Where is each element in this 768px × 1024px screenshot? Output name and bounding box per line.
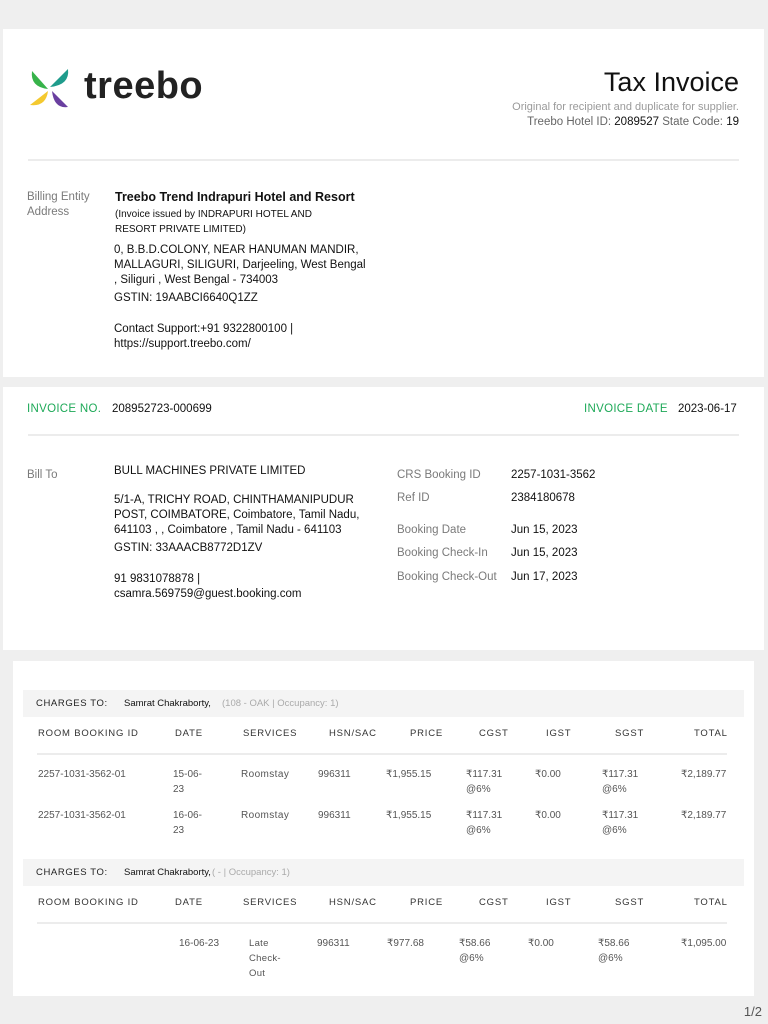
page-number: 1/2 [743, 1004, 762, 1019]
brand-name: treebo [84, 65, 204, 107]
col-services: SERVICES [243, 897, 298, 908]
col-hsn-sac: HSN/SAC [329, 897, 377, 908]
charges-to-bar [23, 859, 744, 886]
billing-address [114, 243, 366, 288]
bill-to-contact [114, 572, 301, 602]
col-igst: IGST [546, 728, 572, 739]
billing-gstin: GSTIN: 19AABCI6640Q1ZZ [114, 292, 258, 304]
row-sgst [602, 767, 638, 797]
charges-to-label: CHARGES TO: [36, 867, 108, 878]
row-date-line1: 16-06- [173, 810, 202, 821]
row-sgst [598, 936, 629, 966]
treebo-leaf-icon [28, 67, 72, 111]
billing-address-line1: 0, B.B.D.COLONY, NEAR HANUMAN MANDIR, [114, 244, 359, 256]
col-services: SERVICES [243, 728, 298, 739]
bill-to-address-line1: 5/1-A, TRICHY ROAD, CHINTHAMANIPUDUR [114, 494, 354, 506]
billing-label-line2: Address [27, 206, 70, 218]
col-sgst: SGST [615, 728, 645, 739]
row-igst: ₹0.00 [535, 810, 561, 821]
bill-to-email: csamra.569759@guest.booking.com [114, 588, 302, 600]
row-service: Roomstay [241, 769, 290, 780]
row-price: ₹1,955.15 [386, 810, 432, 821]
charges-card [13, 661, 754, 996]
row-igst: ₹0.00 [535, 769, 561, 780]
col-cgst: CGST [479, 897, 509, 908]
header-divider [37, 753, 727, 755]
check-in-value: Jun 15, 2023 [511, 547, 578, 559]
divider [28, 434, 739, 436]
billing-entity-label [27, 190, 90, 220]
row-hsn: 996311 [317, 938, 350, 949]
bill-to-phone: 91 9831078878 | [114, 573, 201, 585]
support-url[interactable]: https://support.treebo.com/ [114, 338, 251, 350]
col-sgst: SGST [615, 897, 645, 908]
billing-entity-name: Treebo Trend Indrapuri Hotel and Resort [115, 190, 355, 204]
col-room-booking-id: ROOM BOOKING ID [38, 728, 139, 739]
crs-booking-id-label: CRS Booking ID [397, 469, 481, 481]
row-igst: ₹0.00 [528, 938, 554, 949]
col-igst: IGST [546, 897, 572, 908]
issued-line2: RESORT PRIVATE LIMITED) [115, 224, 246, 235]
billing-address-line3: , Siliguri , West Bengal - 734003 [114, 274, 279, 286]
col-total: TOTAL [694, 728, 728, 739]
page-title: Tax Invoice [603, 67, 739, 97]
invoice-card [3, 387, 764, 650]
guest-name: Samrat Chakraborty, [124, 867, 211, 878]
header-divider [37, 922, 727, 924]
billing-issued-by [115, 207, 345, 237]
room-occupancy: ( - | Occupancy: 1) [212, 867, 290, 878]
row-date-line2: 23 [173, 784, 185, 795]
row-sgst-amount: ₹117.31 [602, 769, 639, 780]
row-service-line3: Out [249, 968, 266, 979]
support-phone: Contact Support:+91 9322800100 | [114, 323, 294, 335]
row-cgst [466, 767, 502, 797]
invoice-subtitle: Original for recipient and duplicate for supplier. [512, 101, 739, 113]
col-room-booking-id: ROOM BOOKING ID [38, 897, 139, 908]
row-total: ₹2,189.77 [681, 769, 727, 780]
check-out-label: Booking Check-Out [397, 571, 497, 583]
treebo-logo [28, 67, 208, 111]
hotel-id-line [527, 116, 739, 128]
row-booking-id: 2257-1031-3562-01 [38, 810, 126, 821]
hotel-id-label: Treebo Hotel ID: [527, 116, 612, 128]
row-cgst-amount: ₹58.66 [459, 938, 491, 949]
col-date: DATE [175, 728, 203, 739]
invoice-date-value: 2023-06-17 [678, 403, 737, 415]
row-sgst-rate: @6% [602, 825, 627, 836]
invoice-no-value: 208952723-000699 [112, 403, 212, 415]
row-total: ₹1,095.00 [681, 938, 727, 949]
billing-label-line1: Billing Entity [27, 191, 90, 203]
ref-id-label: Ref ID [397, 492, 430, 504]
room-occupancy: (108 - OAK | Occupancy: 1) [222, 698, 339, 709]
bill-to-gstin: GSTIN: 33AAACB8772D1ZV [114, 542, 263, 554]
billing-address-line2: MALLAGURI, SILIGURI, Darjeeling, West Bengal [114, 259, 366, 271]
invoice-date-label: INVOICE DATE [584, 403, 668, 415]
crs-booking-id-value: 2257-1031-3562 [511, 469, 596, 481]
col-price: PRICE [410, 728, 444, 739]
row-date [173, 808, 202, 838]
col-cgst: CGST [479, 728, 509, 739]
booking-date-value: Jun 15, 2023 [511, 524, 578, 536]
charges-to-bar [23, 690, 744, 717]
row-cgst [459, 936, 490, 966]
guest-name: Samrat Chakraborty, [124, 698, 211, 709]
charges-to-label: CHARGES TO: [36, 698, 108, 709]
bill-to-label: Bill To [27, 469, 58, 481]
check-out-value: Jun 17, 2023 [511, 571, 578, 583]
row-booking-id: 2257-1031-3562-01 [38, 769, 126, 780]
row-hsn: 996311 [318, 810, 351, 821]
row-sgst-amount: ₹117.31 [602, 810, 639, 821]
row-service [249, 936, 281, 981]
row-sgst [602, 808, 638, 838]
bill-to-name: BULL MACHINES PRIVATE LIMITED [114, 465, 306, 477]
state-code-label: State Code: [662, 116, 723, 128]
row-service-line2: Check- [249, 953, 281, 964]
bill-to-address [114, 493, 359, 538]
row-cgst-rate: @6% [466, 784, 491, 795]
row-sgst-rate: @6% [598, 953, 623, 964]
row-cgst [466, 808, 502, 838]
col-date: DATE [175, 897, 203, 908]
col-price: PRICE [410, 897, 444, 908]
row-date-line2: 23 [173, 825, 185, 836]
row-cgst-amount: ₹117.31 [466, 810, 503, 821]
bill-to-address-line3: 641103 , , Coimbatore , Tamil Nadu - 641103 [114, 524, 342, 536]
row-price: ₹977.68 [387, 938, 424, 949]
hotel-id-value: 2089527 [614, 116, 660, 128]
row-service: Roomstay [241, 810, 290, 821]
row-cgst-amount: ₹117.31 [466, 769, 503, 780]
row-date-line1: 15-06- [173, 769, 202, 780]
row-sgst-rate: @6% [602, 784, 627, 795]
row-date: 16-06-23 [179, 938, 220, 949]
row-hsn: 996311 [318, 769, 351, 780]
check-in-label: Booking Check-In [397, 547, 488, 559]
contact-support [114, 322, 293, 352]
row-cgst-rate: @6% [459, 953, 484, 964]
header-card [3, 29, 764, 377]
row-sgst-amount: ₹58.66 [598, 938, 630, 949]
col-total: TOTAL [694, 897, 728, 908]
state-code-value: 19 [726, 116, 739, 128]
row-cgst-rate: @6% [466, 825, 491, 836]
row-service-line1: Late [249, 938, 269, 949]
row-date [173, 767, 202, 797]
ref-id-value: 2384180678 [511, 492, 575, 504]
divider [28, 159, 739, 161]
row-total: ₹2,189.77 [681, 810, 727, 821]
booking-date-label: Booking Date [397, 524, 467, 536]
row-price: ₹1,955.15 [386, 769, 432, 780]
bill-to-address-line2: POST, COIMBATORE, Coimbatore, Tamil Nadu, [114, 509, 360, 521]
col-hsn-sac: HSN/SAC [329, 728, 377, 739]
invoice-no-label: INVOICE NO. [27, 403, 102, 415]
issued-line1: (Invoice issued by INDRAPURI HOTEL AND [115, 209, 312, 220]
